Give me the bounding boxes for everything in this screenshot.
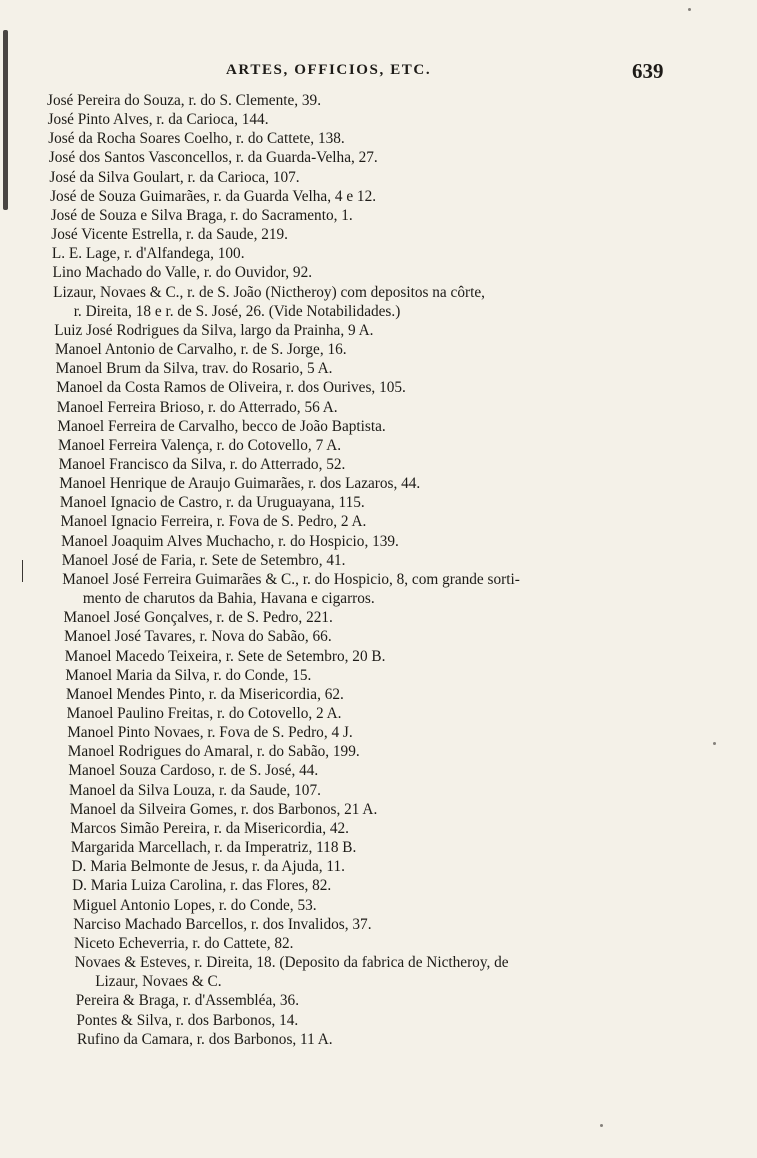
directory-entry: Marcos Simão Pereira, r. da Misericordia, 42. bbox=[70, 819, 349, 837]
running-title: ARTES, OFFICIOS, ETC. bbox=[226, 62, 432, 78]
directory-entry: Manoel José de Faria, r. Sete de Setembro, 41. bbox=[61, 551, 346, 569]
directory-entry: Miguel Antonio Lopes, r. do Conde, 53. bbox=[72, 896, 317, 914]
directory-entry: Manoel Mendes Pinto, r. da Misericordia, 62. bbox=[66, 685, 344, 703]
directory-entry: Margarida Marcellach, r. da Imperatriz, 118 B. bbox=[70, 839, 357, 857]
directory-entry: Luiz José Rodrigues da Silva, largo da Prainha, 9 A. bbox=[54, 321, 374, 339]
directory-entry: Manoel Macedo Teixeira, r. Sete de Setembro, 20 B. bbox=[64, 647, 386, 665]
ink-speck bbox=[600, 1124, 603, 1127]
directory-entry: Manoel Henrique de Araujo Guimarães, r. dos Lazaros, 44. bbox=[59, 475, 421, 493]
directory-entry: Manoel José Ferreira Guimarães & C., r. do Hospicio, 8, com grande sorti- bbox=[62, 570, 520, 588]
directory-entry: Manoel Paulino Freitas, r. do Cotovello, 2 A. bbox=[66, 705, 342, 722]
directory-entry: José dos Santos Vasconcellos, r. da Guarda-Velha, 27. bbox=[48, 149, 378, 167]
directory-entry: Manoel Francisco da Silva, r. do Atterrado, 52. bbox=[58, 455, 346, 473]
ink-speck bbox=[688, 8, 691, 11]
directory-entry: José da Rocha Soares Coelho, r. do Cattete, 138. bbox=[48, 130, 345, 148]
directory-entry: Manoel José Tavares, r. Nova do Sabão, 66. bbox=[64, 628, 332, 646]
directory-entry-continuation: mento de charutos da Bahia, Havana e cigarros. bbox=[82, 590, 375, 608]
directory-entry: Manoel da Silveira Gomes, r. dos Barbonos, 21 A. bbox=[69, 800, 378, 818]
directory-entry: José da Silva Goulart, r. da Carioca, 107. bbox=[49, 168, 300, 186]
directory-entry: Manoel Ignacio Ferreira, r. Fova de S. Pedro, 2 A. bbox=[60, 513, 367, 531]
directory-entry: Novaes & Esteves, r. Direita, 18. (Deposito da fabrica de Nictheroy, de bbox=[74, 954, 509, 972]
directory-entry: Niceto Echeverria, r. do Cattete, 82. bbox=[73, 934, 294, 952]
directory-entry: José Pereira do Souza, r. do S. Clemente, 39. bbox=[47, 92, 322, 109]
directory-entry: Manoel da Costa Ramos de Oliveira, r. dos Ourives, 105. bbox=[56, 379, 406, 397]
directory-entry-continuation: r. Direita, 18 e r. de S. José, 26. (Vide Notabilidades.) bbox=[73, 302, 401, 320]
directory-entry: Manoel Ignacio de Castro, r. da Uruguayana, 115. bbox=[59, 494, 365, 512]
directory-entry: Manoel Brum da Silva, trav. do Rosario, 5 A. bbox=[55, 360, 333, 378]
directory-entry: Pereira & Braga, r. d'Assembléa, 36. bbox=[75, 992, 300, 1010]
directory-listing bbox=[0, 91, 757, 1049]
directory-entry: José Vicente Estrella, r. da Saude, 219. bbox=[51, 226, 288, 244]
directory-entry: Manoel Pinto Novaes, r. Fova de S. Pedro, 4 J. bbox=[67, 724, 353, 742]
directory-entry: Lizaur, Novaes & C., r. de S. João (Nictheroy) com depositos na côrte, bbox=[53, 283, 485, 301]
directory-entry: D. Maria Luiza Carolina, r. das Flores, 82. bbox=[72, 877, 332, 895]
directory-entry-continuation: Lizaur, Novaes & C. bbox=[95, 973, 222, 991]
directory-entry: Pontes & Silva, r. dos Barbonos, 14. bbox=[76, 1011, 299, 1029]
directory-entry: Manoel Maria da Silva, r. do Conde, 15. bbox=[65, 666, 312, 684]
directory-entry: Rufino da Camara, r. dos Barbonos, 11 A. bbox=[77, 1030, 333, 1048]
page-header bbox=[0, 59, 757, 88]
directory-entry: L. E. Lage, r. d'Alfandega, 100. bbox=[51, 245, 245, 263]
directory-entry: José de Souza Guimarães, r. da Guarda Velha, 4 e 12. bbox=[50, 187, 377, 205]
directory-entry: José Pinto Alves, r. da Carioca, 144. bbox=[47, 111, 269, 129]
page-number: 639 bbox=[632, 59, 664, 83]
directory-entry: Manoel Ferreira de Carvalho, becco de João Baptista. bbox=[57, 417, 386, 435]
directory-entry: Manoel Ferreira Brioso, r. do Atterrado, 56 A. bbox=[56, 398, 338, 416]
directory-entry: D. Maria Belmonte de Jesus, r. da Ajuda, 11. bbox=[71, 858, 345, 876]
directory-entry: Manoel José Gonçalves, r. de S. Pedro, 221. bbox=[63, 609, 333, 627]
directory-entry: Lino Machado do Valle, r. do Ouvidor, 92. bbox=[52, 264, 313, 282]
directory-entry: José de Souza e Silva Braga, r. do Sacramento, 1. bbox=[50, 206, 353, 224]
directory-entry: Manoel Souza Cardoso, r. de S. José, 44. bbox=[68, 762, 319, 780]
directory-entry: Manoel Ferreira Valença, r. do Cotovello, 7 A. bbox=[58, 436, 342, 454]
directory-entry: Manoel Rodrigues do Amaral, r. do Sabão, 199. bbox=[67, 743, 360, 761]
directory-entry: Narciso Machado Barcellos, r. dos Invalidos, 37. bbox=[73, 915, 372, 933]
directory-entry: Manoel da Silva Louza, r. da Saude, 107. bbox=[69, 781, 321, 799]
directory-entry: Manoel Antonio de Carvalho, r. de S. Jorge, 16. bbox=[55, 341, 347, 359]
directory-entry: Manoel Joaquim Alves Muchacho, r. do Hospicio, 139. bbox=[61, 532, 399, 550]
